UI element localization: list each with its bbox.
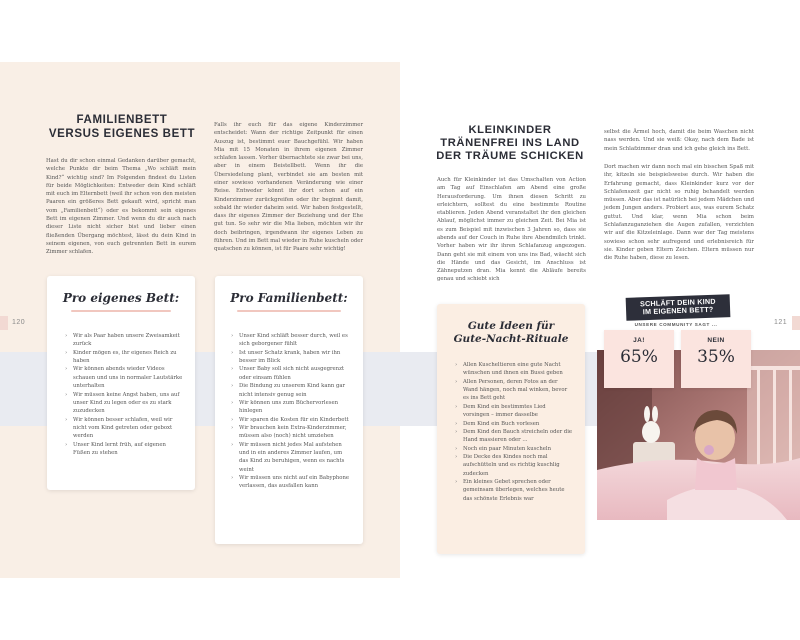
poll-yes-card (604, 330, 674, 388)
list-item: › Wir sparen die Kosten für ein Kinderbett (231, 416, 349, 423)
list-item: › Wir als Paar haben unsere Zweisamkeit zurück (65, 333, 180, 348)
chevron-right-icon: › (455, 378, 458, 385)
list-item: › Ist unser Schatz krank, haben wir ihn besser im Blick (231, 349, 341, 365)
chevron-right-icon: › (231, 416, 234, 423)
list-item: › Allen Kuscheltieren eine gute Nacht wünschen und ihnen ein Bussi geben (455, 362, 563, 377)
heading-underline (71, 310, 171, 312)
poll-no-card (681, 330, 751, 388)
poll-subtitle: UNSERE COMMUNITY SAGT ... (634, 322, 718, 327)
page-number-left: 120 (12, 319, 26, 326)
pro-eigenes-heading: Pro eigenes Bett: (62, 291, 180, 305)
list-item: › Die Decke des Kindes noch mal aufschütteln und es richtig kuschlig zudecken (455, 453, 560, 477)
chevron-right-icon: › (231, 475, 234, 482)
chevron-right-icon: › (231, 441, 234, 448)
chevron-right-icon: › (65, 349, 68, 356)
pro-familienbett-list (231, 332, 351, 491)
list-item: › Wir können besser schlafen, weil wir nicht vom Kind getreten oder geboxt werden (65, 416, 173, 440)
left-column2-text: Falls ihr euch für das eigene Kinderzimmer entscheidet: Wann der richtige Zeitpunkt für einen Auszug ist, bestimmt euer Bauchgefühl. Wir haben Mia mit 15 Monaten in ihrem eigenen Zimmer schlafen lassen. Vorher übernachtete sie zwar bei uns, aber in einem Beistellbett. Wenn ihr die Übersiedelung plant, verbindet sie am besten mit einer sowieso vorhandenen Veränderung wie einer Reise. Entweder könnt ihr dort schon auf ein Kinderzimmer zurückgreifen oder ihr beginnt damit, sobald ihr wieder daheim seid. Wir haben festgestellt, dass ihr eigenes Zimmer der Beziehung und der Ehe gut tun. So sehr wir die Mia lieben, möchten wir ihr doch beibringen, irgendwann ihr eigenes Leben zu führen. Und im Bett mal wieder in Ruhe kuscheln oder quatschen zu können, ist für Paare sehr wichtig! (214, 122, 363, 253)
right-column1-text: Auch für Kleinkinder ist das Umschalten von Action am Tag auf Einschlafen am Abend eine große Herausforderung. Um ihnen diesen Schritt zu erleichtern, solltest du eine bestimmte Routine etablieren. Jeden Abend veranstaltet ihr den gleichen Ablauf, möglichst immer zu gleichen Zeit. Bei Mia ist es zum Beispiel mit inzwischen 3 Jahren so, dass sie abends auf der Couch in Ruhe ihre Abendmilch trinkt. Vorher haben wir ihr ihren Schlafanzug angezogen. Dann geht sie mit einem von uns ins Bad, wäscht sich die Hände und das Gesicht, im Anschluss ist Zähneputzen dran. Mia kennt die Abläufe bereits genau und schiebt sich (437, 177, 586, 283)
chevron-right-icon: › (65, 333, 68, 339)
page-number-right: 121 (774, 319, 788, 326)
list-item: › Wir müssen keine Angst haben, uns auf unser Kind zu legen oder es zu stark zuzudecken (65, 391, 180, 415)
gute-ideen-list (455, 361, 573, 503)
chevron-right-icon: › (455, 453, 458, 460)
list-item: › Unser Kind schläft besser durch, weil es sich geborgener fühlt (231, 333, 348, 348)
chevron-right-icon: › (231, 349, 234, 356)
poll-no-value: 35% (697, 347, 735, 367)
right-column2b-text: Dort machen wir dann noch mal ein bisschen Spaß mit ihr, kitzeln sie beispielsweise durch. Wir haben die Erfahrung gemacht, dass Kleinkinder kurz vor der Schlafenszeit gar nicht so ruhig behandelt werden müssen. Aber das ist natürlich bei jedem Mädchen und jedem Jungen anders. Probiert aus, was eurem Schatz guttut. Und klar, wenn Mia schon beim Schlafanzuganziehen die Augen zufallen, verzichten wir auf die Kitzeleinlage. Dann war der Tag meistens sowieso schon sehr aufregend und erlebnisreich für sie. Kinder geben Eltern Zeichen. Eltern müssen nur die Ruhe haben, diese zu lesen. (604, 164, 754, 262)
left-edge-tab (0, 316, 8, 330)
list-item: › Wir können uns zum Büchervorlesen hinlegen (231, 399, 339, 415)
list-item: › Kinder mögen es, ihr eigenes Reich zu haben (65, 349, 177, 365)
chevron-right-icon: › (455, 445, 458, 452)
chevron-right-icon: › (65, 366, 68, 373)
chevron-right-icon: › (455, 420, 458, 427)
pro-familienbett-box (215, 276, 363, 544)
list-item: › Die Bindung zu unserem Kind kann gar nicht intensiv genug sein (231, 383, 346, 398)
left-intro-text: Hast du dir schon einmal Gedanken darüber gemacht, welche Punkte dir beim Thema „Wo schläft mein Kind?“ wichtig sind? Im Folgenden findest du Listen für beide Möglichkeiten: Entweder dein Kind schläft mit euch im Elternbett (weil ihr schon von den meisten Paaren ein größeres Bett gekauft wird, spricht man vom „Familienbett“) oder es bekommt sein eigenes Bett im eigenen Zimmer. Und wenn du dir auch nach dieser Liste nicht sicher bist und lieber einen fließenden Übergang möchtest, lässt du dein Kind in seinem eigenen, von euch getrennten Bett in eurem Zimmer schlafen. (46, 158, 196, 256)
chevron-right-icon: › (455, 479, 458, 486)
pro-eigenes-bett-box (47, 276, 195, 490)
list-item: › Wir müssen nicht jedes Mal aufstehen und in ein anderes Zimmer laufen, um das Kind zu beruhigen, wenn es nachts weint (231, 441, 345, 473)
gute-ideen-box (437, 304, 585, 554)
list-item: › Wir müssen uns nicht auf ein Babyphone verlassen, das ausfallen kann (231, 475, 349, 490)
list-item: › Wir können abends wieder Videos schauen und uns in normaler Lautstärke unterhalten (65, 366, 183, 390)
chevron-right-icon: › (231, 366, 234, 373)
chevron-right-icon: › (455, 362, 458, 368)
list-item: › Dem Kind den Bauch streicheln oder die Hand massieren oder ... (455, 428, 573, 444)
chevron-right-icon: › (231, 383, 234, 390)
heading-underline (237, 310, 341, 312)
list-item: › Wir brauchen kein Extra-Kinderzimmer, müssen also (noch) nicht umziehen (231, 424, 347, 440)
chevron-right-icon: › (65, 416, 68, 423)
poll-yes-label: JA! (633, 337, 645, 344)
chevron-right-icon: › (231, 424, 234, 431)
poll-yes-value: 65% (620, 347, 658, 367)
chevron-right-icon: › (455, 403, 458, 410)
right-edge-tab (792, 316, 800, 330)
list-item: › Unser Baby soll sich nicht ausgegrenzt oder einsam fühlen (231, 366, 345, 381)
chevron-right-icon: › (231, 399, 234, 406)
chevron-right-icon: › (65, 441, 68, 448)
gute-ideen-heading: Gute Ideen für Gute-Nacht-Rituale (453, 320, 569, 346)
list-item: › Unser Kind lernt früh, auf eigenen Füßen zu stehen (65, 441, 166, 457)
chevron-right-icon: › (65, 391, 68, 398)
list-item: › Noch ein paar Minuten kuscheln (455, 445, 551, 452)
pro-eigenes-list (65, 332, 183, 457)
poll-title: SCHLÄFT DEIN KIND IM EIGENEN BETT? (626, 294, 731, 320)
right-column2a-text: selbst die Ärmel hoch, damit die beim Waschen nicht nass werden. Und sie weiß: Okay, nach dem Bade ist mein Schlafzimmer dran und ich gehe gleich ins Bett. (604, 129, 754, 152)
list-item: › Dem Kind ein Buch vorlesen (455, 420, 540, 427)
left-page-title: FAMILIENBETT VERSUS EIGENES BETT (48, 114, 196, 140)
chevron-right-icon: › (231, 333, 234, 339)
right-page-title: KLEINKINDER TRÄNENFREI INS LAND DER TRÄUME SCHICKEN (436, 124, 584, 163)
list-item: › Allen Personen, deren Fotos an der Wand hängen, noch mal winken, bevor es ins Bett geht (455, 378, 568, 402)
list-item: › Dem Kind ein bestimmtes Lied vorsingen – immer dasselbe (455, 403, 546, 419)
list-item: › Ein kleines Gebet sprechen oder gemeinsam überlegen, welches heute das schönste Erlebnis war (455, 479, 565, 502)
poll-no-label: NEIN (707, 337, 725, 344)
chevron-right-icon: › (455, 428, 458, 435)
pro-familienbett-heading: Pro Familienbett: (230, 291, 348, 305)
